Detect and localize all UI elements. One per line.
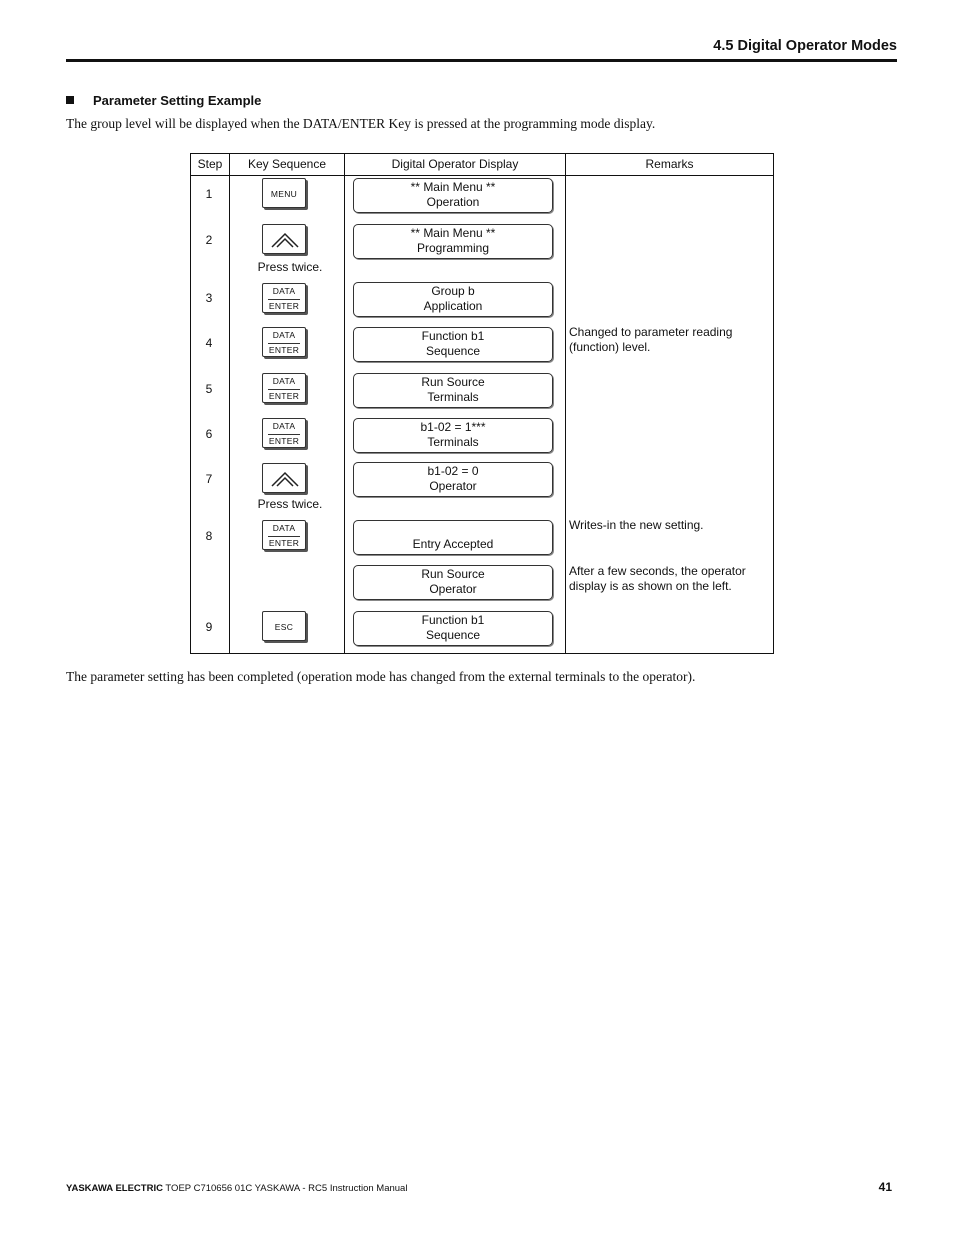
operator-display — [353, 565, 553, 600]
key-label-enter: ENTER — [268, 301, 300, 311]
display-line-1: ** Main Menu ** — [410, 180, 496, 194]
display-line-1: Function b1 — [421, 329, 485, 343]
column-header-remarks: Remarks — [645, 157, 694, 171]
section-heading — [66, 93, 261, 108]
display-line-2: Terminals — [427, 390, 479, 404]
display-line-1: Run Source — [421, 375, 485, 389]
display-line-2: Operation — [426, 195, 480, 209]
key-label-data: DATA — [272, 330, 296, 340]
display-line-2: Operator — [429, 479, 477, 493]
key-divider — [268, 434, 300, 435]
display-line-2: Programming — [416, 241, 490, 255]
operator-display — [353, 462, 553, 497]
display-line-1: b1-02 = 1*** — [420, 420, 486, 434]
key-label-enter: ENTER — [268, 538, 300, 548]
key-divider — [268, 343, 300, 344]
section-header-title: 4.5 Digital Operator Modes — [713, 38, 897, 54]
column-divider — [565, 154, 566, 653]
operator-display — [353, 373, 553, 408]
square-bullet-icon — [66, 96, 74, 104]
data-enter-key-icon — [262, 418, 306, 448]
display-line-2: Application — [423, 299, 483, 313]
data-enter-key-icon — [262, 283, 306, 313]
display-line-1: ** Main Menu ** — [410, 226, 496, 240]
operator-display — [353, 224, 553, 259]
display-line-1: Run Source — [421, 567, 485, 581]
footer-doc-ref: TOEP C710656 01C YASKAWA - RC5 Instruction Manual — [162, 1183, 408, 1194]
display-line-2: Operator — [429, 582, 477, 596]
up-arrow-key-icon — [262, 463, 306, 493]
operator-display — [353, 611, 553, 646]
up-arrow-key-icon — [262, 224, 306, 254]
operator-display — [353, 520, 553, 555]
column-header-display: Digital Operator Display — [391, 157, 519, 171]
remark-text: Writes-in the new setting. — [569, 518, 704, 532]
intro-paragraph: The group level will be displayed when the DATA/ENTER Key is pressed at the programming mode display. — [66, 116, 656, 131]
key-divider — [268, 389, 300, 390]
footer-brand: YASKAWA ELECTRIC — [66, 1183, 163, 1194]
section-heading-text: Parameter Setting Example — [93, 93, 262, 108]
operator-display — [353, 178, 553, 213]
key-divider — [268, 536, 300, 537]
key-note: Press twice. — [257, 260, 323, 274]
header-divider — [191, 175, 773, 176]
key-label-enter: ENTER — [268, 391, 300, 401]
step-number: 9 — [205, 620, 213, 634]
menu-key-icon: MENU — [262, 178, 306, 208]
footer-doc-info — [66, 1183, 407, 1194]
display-line-2: Entry Accepted — [412, 537, 494, 551]
display-line-1: Group b — [431, 284, 475, 298]
header-rule — [66, 59, 897, 62]
data-enter-key-icon — [262, 373, 306, 403]
parameter-setting-table — [190, 153, 774, 654]
display-line-2: Terminals — [427, 435, 479, 449]
key-label-data: DATA — [272, 523, 296, 533]
step-number: 4 — [205, 336, 213, 350]
esc-key-icon: ESC — [262, 611, 306, 641]
key-label-data: DATA — [272, 376, 296, 386]
column-divider — [344, 154, 345, 653]
step-number: 5 — [205, 382, 213, 396]
operator-display — [353, 327, 553, 362]
step-number: 3 — [205, 291, 213, 305]
display-line-1 — [354, 522, 552, 537]
column-divider — [229, 154, 230, 653]
key-divider — [268, 299, 300, 300]
page-number: 41 — [878, 1180, 892, 1194]
display-line-2: Sequence — [425, 628, 481, 642]
display-line-1: Function b1 — [421, 613, 485, 627]
step-number: 7 — [205, 472, 213, 486]
step-number: 6 — [205, 427, 213, 441]
step-number: 2 — [205, 233, 213, 247]
data-enter-key-icon — [262, 327, 306, 357]
key-label-data: DATA — [272, 421, 296, 431]
display-line-1: b1-02 = 0 — [427, 464, 479, 478]
column-header-step: Step — [197, 157, 223, 171]
key-label-enter: ENTER — [268, 436, 300, 446]
operator-display — [353, 418, 553, 453]
step-number: 8 — [205, 529, 213, 543]
data-enter-key-icon — [262, 520, 306, 550]
conclusion-paragraph: The parameter setting has been completed (operation mode has changed from the external terminals to the operator). — [66, 669, 696, 684]
remark-text: After a few seconds, the operator display is as shown on the left. — [569, 564, 746, 593]
key-note: Press twice. — [257, 497, 323, 511]
key-label-data: DATA — [272, 286, 296, 296]
remark-text: Changed to parameter reading (function) level. — [569, 325, 733, 354]
step-number: 1 — [205, 187, 213, 201]
column-header-key-sequence: Key Sequence — [247, 157, 327, 171]
display-line-2: Sequence — [425, 344, 481, 358]
key-label-enter: ENTER — [268, 345, 300, 355]
operator-display — [353, 282, 553, 317]
